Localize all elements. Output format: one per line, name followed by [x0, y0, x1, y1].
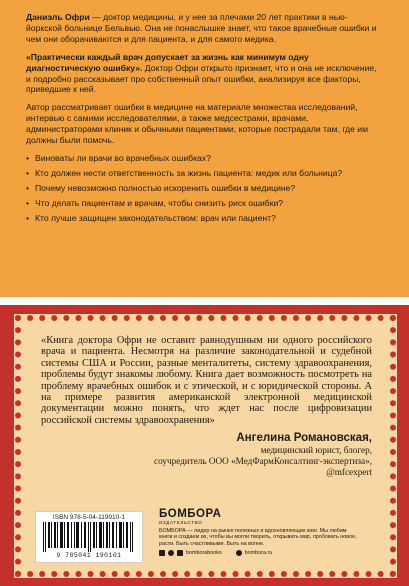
- highlight-quote: «Практически каждый врач допускает за жизнь как минимум одну диагностическую ошибку».: [26, 51, 309, 73]
- publisher-block: [159, 509, 379, 563]
- author-name: Даниэль Офри: [26, 12, 90, 22]
- list-item: • Кто должен нести ответственность за жизнь пациента: медик или больница?: [26, 167, 343, 178]
- reviewer-company: соучредитель ООО «МедФармКонсалтинг-экспертиза»,: [154, 456, 372, 467]
- bullet-icon: •: [26, 167, 30, 178]
- review-quote: «Книга доктора Офри не оставит равнодушным ни одного российского врача и пациента. Несмотря на различие законодательной и судебной системы США и России, разные менталитеты, систему здравоохранения, проблемы будут знакомы любому. Книга дает возможность посмотреть на проблему врачебных ошибок и с этической, и с юридической стороны. А на примере развития американской электронной медицинской документации можно понять, что ждет нас после цифровизации российской системы здравоохранения»: [41, 335, 372, 426]
- question-list: [26, 153, 383, 224]
- reviewer-role: медицинский юрист, блогер,: [260, 445, 372, 456]
- intro-paragraph: Даниэль Офри — доктор медицины, и у нее за плечами 20 лет практики в нью-йоркской больнице Бельвью. Она не понаслышке знает, что такое врачебные ошибки и чем они оборачиваются и для пациента, и для самого медика.: [26, 12, 377, 44]
- list-item: • Почему невозможно полностью искоренить ошибки в медицине?: [26, 182, 296, 193]
- red-frame: [0, 305, 409, 586]
- list-item: • Кто лучше защищен законодательством: врач или пациент?: [26, 212, 276, 223]
- youtube-icon: [177, 550, 183, 556]
- barcode-digits: 9 785041 190101: [56, 552, 122, 559]
- reviewer-name: Ангелина Романовская,: [236, 432, 372, 445]
- reviewer-handle: @mfcexpert: [326, 467, 372, 478]
- vk-icon: [159, 550, 165, 556]
- publisher-logo: БОМБОРА: [159, 508, 222, 520]
- telegram-icon: [168, 550, 174, 556]
- publisher-subtitle: ИЗДАТЕЛЬСТВО: [159, 520, 203, 525]
- section-divider: [0, 297, 409, 305]
- isbn-number: ISBN 978-5-04-119010-1: [52, 514, 126, 521]
- bullet-icon: •: [26, 197, 30, 208]
- highlight-paragraph: «Практически каждый врач допускает за жизнь как минимум одну диагностическую ошибку». Доктор Офри открыто признает, что и она не исключение, и подробно рассказывает про собственный опыт ошибки, анализируя все факторы, приведшие к ней.: [26, 51, 377, 95]
- signature: [41, 432, 372, 478]
- list-item: • Что делать пациентам и врачам, чтобы снизить риск ошибки?: [26, 197, 284, 208]
- bullet-icon: •: [26, 182, 30, 193]
- list-item: • Виноваты ли врачи во врачебных ошибках?: [26, 152, 211, 163]
- bullet-icon: •: [26, 152, 30, 163]
- stamp-card: [15, 315, 396, 577]
- publisher-description: БОМБОРА — лидер на рынке полезных и вдохновляющих книг. Мы любим книги и создаем их, чтобы вы могли творить, открывать мир, пробовать новое, расти. Быть счастливыми. Быть на волне.: [159, 528, 357, 547]
- barcode-icon: [41, 522, 137, 552]
- globe-icon: [236, 550, 242, 556]
- publisher-website[interactable]: bombora.ru: [244, 550, 273, 557]
- barcode-block: [35, 511, 143, 563]
- bullet-icon: •: [26, 212, 30, 223]
- social-handle[interactable]: bomborabooks: [186, 550, 222, 557]
- publisher-social: [159, 550, 379, 556]
- research-paragraph: Автор рассматривает ошибки в медицине на материале множества исследований, интервью с самими исследователями, а также медсестрами, врачами, администраторами клиник и обычными пациентами, которые пострадали там, где им должны были помочь.: [26, 102, 368, 146]
